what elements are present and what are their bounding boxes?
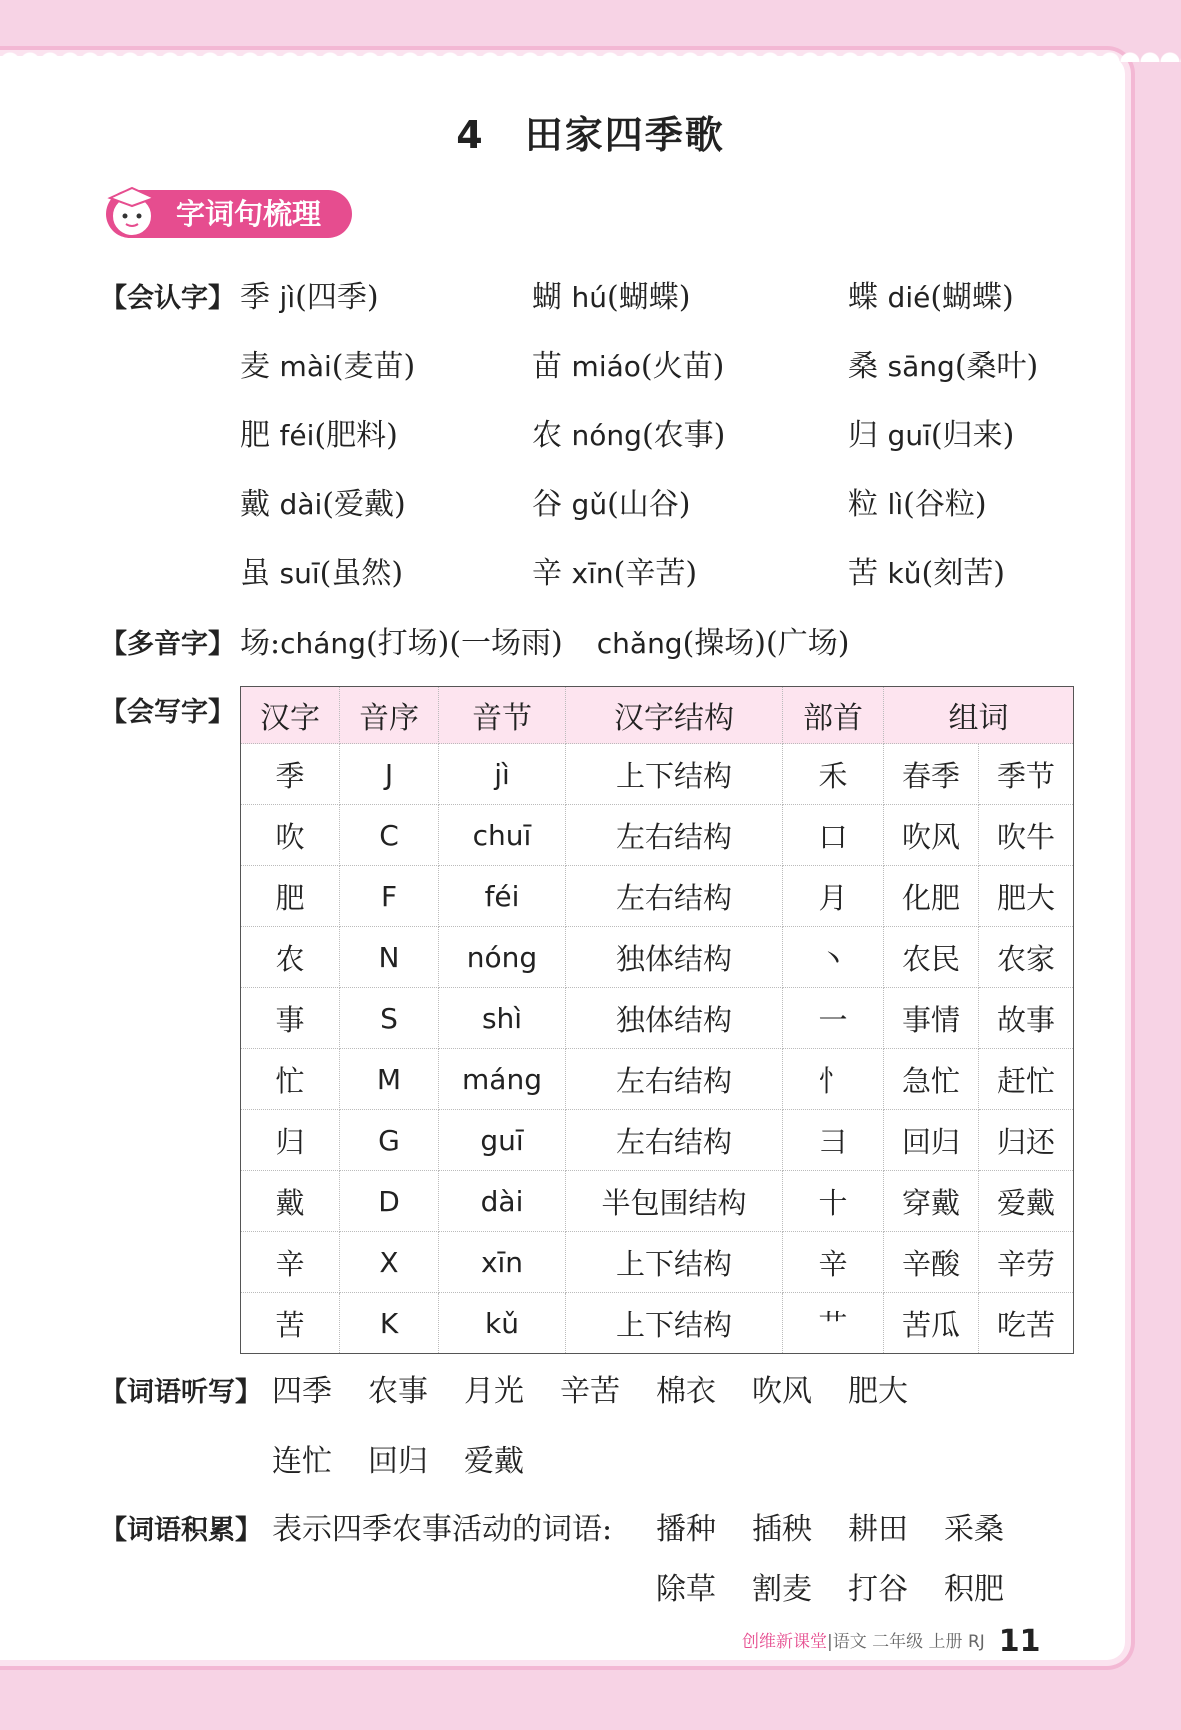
- huirenzi-char: 谷: [532, 487, 562, 522]
- table-cell: 归: [241, 1110, 340, 1171]
- huirenzi-item: [532, 341, 724, 385]
- huirenzi-char: 粒: [848, 487, 878, 522]
- huirenzi-pinyin: miáo: [571, 350, 641, 383]
- table-cell: 急忙: [884, 1049, 979, 1110]
- top-wave-border: [0, 40, 1181, 62]
- huirenzi-item: [848, 272, 1014, 316]
- table-row: [241, 1232, 1074, 1293]
- huirenzi-char: 蝴: [532, 280, 562, 315]
- table-cell: 独体结构: [566, 988, 783, 1049]
- duoyinzi-char: 场:: [240, 626, 281, 661]
- huirenzi-item: [848, 548, 1005, 592]
- table-row: [241, 1049, 1074, 1110]
- table-cell: 季节: [979, 744, 1074, 805]
- table-cell: jì: [439, 744, 566, 805]
- section-badge: 字词句梳理: [106, 190, 352, 238]
- huirenzi-pinyin: hú: [571, 281, 608, 314]
- huirenzi-char: 归: [848, 418, 878, 453]
- huirenzi-word: (刻苦): [921, 556, 1005, 591]
- huirenzi-item: [532, 479, 691, 523]
- table-cell: 辛酸: [884, 1232, 979, 1293]
- huirenzi-item: [240, 341, 415, 385]
- table-cell: 吹: [241, 805, 340, 866]
- page-number: 11: [998, 1624, 1041, 1659]
- table-cell: 丶: [783, 927, 884, 988]
- header-cell: 汉字结构: [566, 687, 783, 744]
- jilei-label: 【词语积累】: [100, 1515, 262, 1546]
- huirenzi-char: 蝶: [848, 280, 878, 315]
- table-cell: C: [340, 805, 439, 866]
- jilei-line-2: [656, 1564, 1040, 1608]
- huirenzi-word: (火苗): [640, 349, 725, 384]
- table-cell: S: [340, 988, 439, 1049]
- word-item: 耕田: [848, 1512, 908, 1547]
- huirenzi-char: 苦: [848, 556, 878, 591]
- table-cell: 吹牛: [979, 805, 1074, 866]
- huirenzi-pinyin: féi: [279, 419, 315, 452]
- huirenzi-char: 肥: [240, 418, 270, 453]
- table-cell: 戴: [241, 1171, 340, 1232]
- header-cell: 音节: [439, 687, 566, 744]
- huirenzi-char: 戴: [240, 487, 270, 522]
- tingxie-line-1: [272, 1366, 944, 1410]
- table-cell: 左右结构: [566, 866, 783, 927]
- header-cell: 汉字: [241, 687, 340, 744]
- word-item: 肥大: [848, 1374, 908, 1409]
- footer-sep: |: [827, 1632, 833, 1652]
- huirenzi-pinyin: dài: [279, 488, 323, 521]
- page-title: [0, 104, 1181, 159]
- huirenzi-pinyin: guī: [887, 419, 931, 452]
- table-cell: 苦: [241, 1293, 340, 1354]
- huirenzi-word: (农事): [641, 418, 726, 453]
- huirenzi-pinyin: mài: [279, 350, 332, 383]
- huirenzi-item: [240, 548, 403, 592]
- table-cell: nóng: [439, 927, 566, 988]
- table-cell: 左右结构: [566, 1049, 783, 1110]
- huirenzi-item: [532, 548, 697, 592]
- table-cell: 半包围结构: [566, 1171, 783, 1232]
- huirenzi-pinyin: gǔ: [571, 488, 608, 521]
- table-cell: 忙: [241, 1049, 340, 1110]
- table-cell: 独体结构: [566, 927, 783, 988]
- huirenzi-word: (爱戴): [322, 487, 406, 522]
- huirenzi-word: (辛苦): [613, 556, 698, 591]
- huirenzi-word: (蝴蝶): [930, 280, 1014, 315]
- word-item: 四季: [272, 1374, 332, 1409]
- table-cell: 事情: [884, 988, 979, 1049]
- table-cell: xīn: [439, 1232, 566, 1293]
- huirenzi-label: 【会认字】: [100, 283, 235, 314]
- huirenzi-pinyin: suī: [279, 557, 320, 590]
- duoyinzi-py1: cháng: [280, 627, 366, 660]
- tingxie-label: 【词语听写】: [100, 1377, 262, 1408]
- table-row: [241, 805, 1074, 866]
- lesson-title: 田家四季歌: [524, 113, 725, 157]
- duoyinzi-line: [240, 618, 849, 662]
- duoyinzi-label: 【多音字】: [100, 629, 235, 660]
- table-row: [241, 1171, 1074, 1232]
- table-cell: 吹风: [884, 805, 979, 866]
- table-cell: 农家: [979, 927, 1074, 988]
- word-item: 播种: [656, 1512, 716, 1547]
- table-row: [241, 988, 1074, 1049]
- table-cell: 一: [783, 988, 884, 1049]
- huirenzi-char: 季: [240, 280, 270, 315]
- table-cell: 忄: [783, 1049, 884, 1110]
- table-cell: 上下结构: [566, 1232, 783, 1293]
- table-cell: 口: [783, 805, 884, 866]
- word-item: 打谷: [848, 1572, 908, 1607]
- word-item: 插秧: [752, 1512, 812, 1547]
- table-cell: G: [340, 1110, 439, 1171]
- word-item: 除草: [656, 1572, 716, 1607]
- table-row: [241, 927, 1074, 988]
- huirenzi-word: (四季): [295, 280, 379, 315]
- table-cell: 上下结构: [566, 744, 783, 805]
- lesson-number: 4: [456, 113, 485, 157]
- table-cell: 农民: [884, 927, 979, 988]
- duoyinzi-words2: (操场)(广场): [682, 626, 850, 661]
- table-row: [241, 1293, 1074, 1354]
- table-cell: 肥大: [979, 866, 1074, 927]
- huirenzi-word: (虽然): [319, 556, 404, 591]
- table-cell: féi: [439, 866, 566, 927]
- table-cell: 十: [783, 1171, 884, 1232]
- header-cell: 部首: [783, 687, 884, 744]
- huirenzi-char: 农: [532, 418, 562, 453]
- word-item: 积肥: [944, 1572, 1004, 1607]
- huirenzi-word: (归来): [930, 418, 1015, 453]
- header-cell: 音序: [340, 687, 439, 744]
- table-cell: 春季: [884, 744, 979, 805]
- huirenzi-word: (桑叶): [954, 349, 1039, 384]
- table-cell: 左右结构: [566, 805, 783, 866]
- huirenzi-word: (山谷): [607, 487, 691, 522]
- table-cell: máng: [439, 1049, 566, 1110]
- table-cell: J: [340, 744, 439, 805]
- table-cell: 故事: [979, 988, 1074, 1049]
- huirenzi-item: [848, 410, 1014, 454]
- huirenzi-pinyin: xīn: [571, 557, 614, 590]
- table-cell: dài: [439, 1171, 566, 1232]
- table-cell: 农: [241, 927, 340, 988]
- table-cell: K: [340, 1293, 439, 1354]
- table-cell: X: [340, 1232, 439, 1293]
- word-item: 辛苦: [560, 1374, 620, 1409]
- table-cell: shì: [439, 988, 566, 1049]
- table-cell: 爱戴: [979, 1171, 1074, 1232]
- huirenzi-word: (蝴蝶): [607, 280, 691, 315]
- huirenzi-item: [532, 272, 690, 316]
- huirenzi-char: 苗: [532, 349, 562, 384]
- word-item: 农事: [368, 1374, 428, 1409]
- footer: [742, 1624, 1041, 1659]
- duoyinzi-words1: (打场)(一场雨): [365, 626, 563, 661]
- huirenzi-item: [240, 479, 406, 523]
- mascot-icon: [100, 180, 164, 242]
- table-cell: 化肥: [884, 866, 979, 927]
- footer-info: 语文 二年级 上册 RJ: [832, 1632, 985, 1652]
- huirenzi-pinyin: lì: [887, 488, 904, 521]
- word-item: 月光: [464, 1374, 524, 1409]
- huirenzi-word: (麦苗): [331, 349, 416, 384]
- table-cell: 归还: [979, 1110, 1074, 1171]
- writing-table: [240, 686, 1074, 1354]
- huirenzi-pinyin: sāng: [887, 350, 955, 383]
- table-cell: 艹: [783, 1293, 884, 1354]
- table-cell: 辛: [241, 1232, 340, 1293]
- jilei-line-1: [656, 1504, 1040, 1548]
- huirenzi-pinyin: jì: [279, 281, 296, 314]
- word-item: 连忙: [272, 1444, 332, 1479]
- word-item: 爱戴: [464, 1444, 524, 1479]
- huirenzi-char: 桑: [848, 349, 878, 384]
- footer-brand: 创维新课堂: [742, 1632, 827, 1652]
- table-cell: 左右结构: [566, 1110, 783, 1171]
- table-row: [241, 1110, 1074, 1171]
- huirenzi-item: [240, 410, 398, 454]
- table-cell: 辛劳: [979, 1232, 1074, 1293]
- table-cell: 肥: [241, 866, 340, 927]
- table-header-row: [241, 687, 1074, 744]
- word-item: 棉衣: [656, 1374, 716, 1409]
- huirenzi-pinyin: kǔ: [887, 557, 922, 590]
- table-cell: 上下结构: [566, 1293, 783, 1354]
- table-row: [241, 866, 1074, 927]
- word-item: 回归: [368, 1444, 428, 1479]
- table-cell: chuī: [439, 805, 566, 866]
- table-cell: M: [340, 1049, 439, 1110]
- table-cell: 苦瓜: [884, 1293, 979, 1354]
- huirenzi-char: 虽: [240, 556, 270, 591]
- huirenzi-item: [240, 272, 379, 316]
- table-cell: 回归: [884, 1110, 979, 1171]
- huirenzi-word: (谷粒): [903, 487, 987, 522]
- table-cell: 穿戴: [884, 1171, 979, 1232]
- word-item: 采桑: [944, 1512, 1004, 1547]
- jilei-intro: 表示四季农事活动的词语:: [272, 1512, 613, 1547]
- table-cell: 月: [783, 866, 884, 927]
- table-row: [241, 744, 1074, 805]
- table-cell: guī: [439, 1110, 566, 1171]
- huirenzi-pinyin: nóng: [571, 419, 642, 452]
- table-cell: 事: [241, 988, 340, 1049]
- huirenzi-word: (肥料): [314, 418, 398, 453]
- table-cell: 季: [241, 744, 340, 805]
- word-item: 吹风: [752, 1374, 812, 1409]
- table-cell: 彐: [783, 1110, 884, 1171]
- table-cell: F: [340, 866, 439, 927]
- huirenzi-item: [532, 410, 725, 454]
- word-item: 割麦: [752, 1572, 812, 1607]
- huirenzi-item: [848, 479, 987, 523]
- tingxie-line-2: [272, 1436, 560, 1480]
- table-cell: kǔ: [439, 1293, 566, 1354]
- huirenzi-char: 辛: [532, 556, 562, 591]
- huirenzi-pinyin: dié: [887, 281, 931, 314]
- table-cell: N: [340, 927, 439, 988]
- table-cell: 辛: [783, 1232, 884, 1293]
- huixiezi-label: 【会写字】: [100, 697, 235, 728]
- table-cell: D: [340, 1171, 439, 1232]
- table-cell: 赶忙: [979, 1049, 1074, 1110]
- huirenzi-item: [848, 341, 1038, 385]
- huirenzi-char: 麦: [240, 349, 270, 384]
- table-cell: 吃苦: [979, 1293, 1074, 1354]
- duoyinzi-py2: chǎng: [596, 627, 683, 660]
- header-cell: 组词: [884, 687, 1074, 744]
- table-cell: 禾: [783, 744, 884, 805]
